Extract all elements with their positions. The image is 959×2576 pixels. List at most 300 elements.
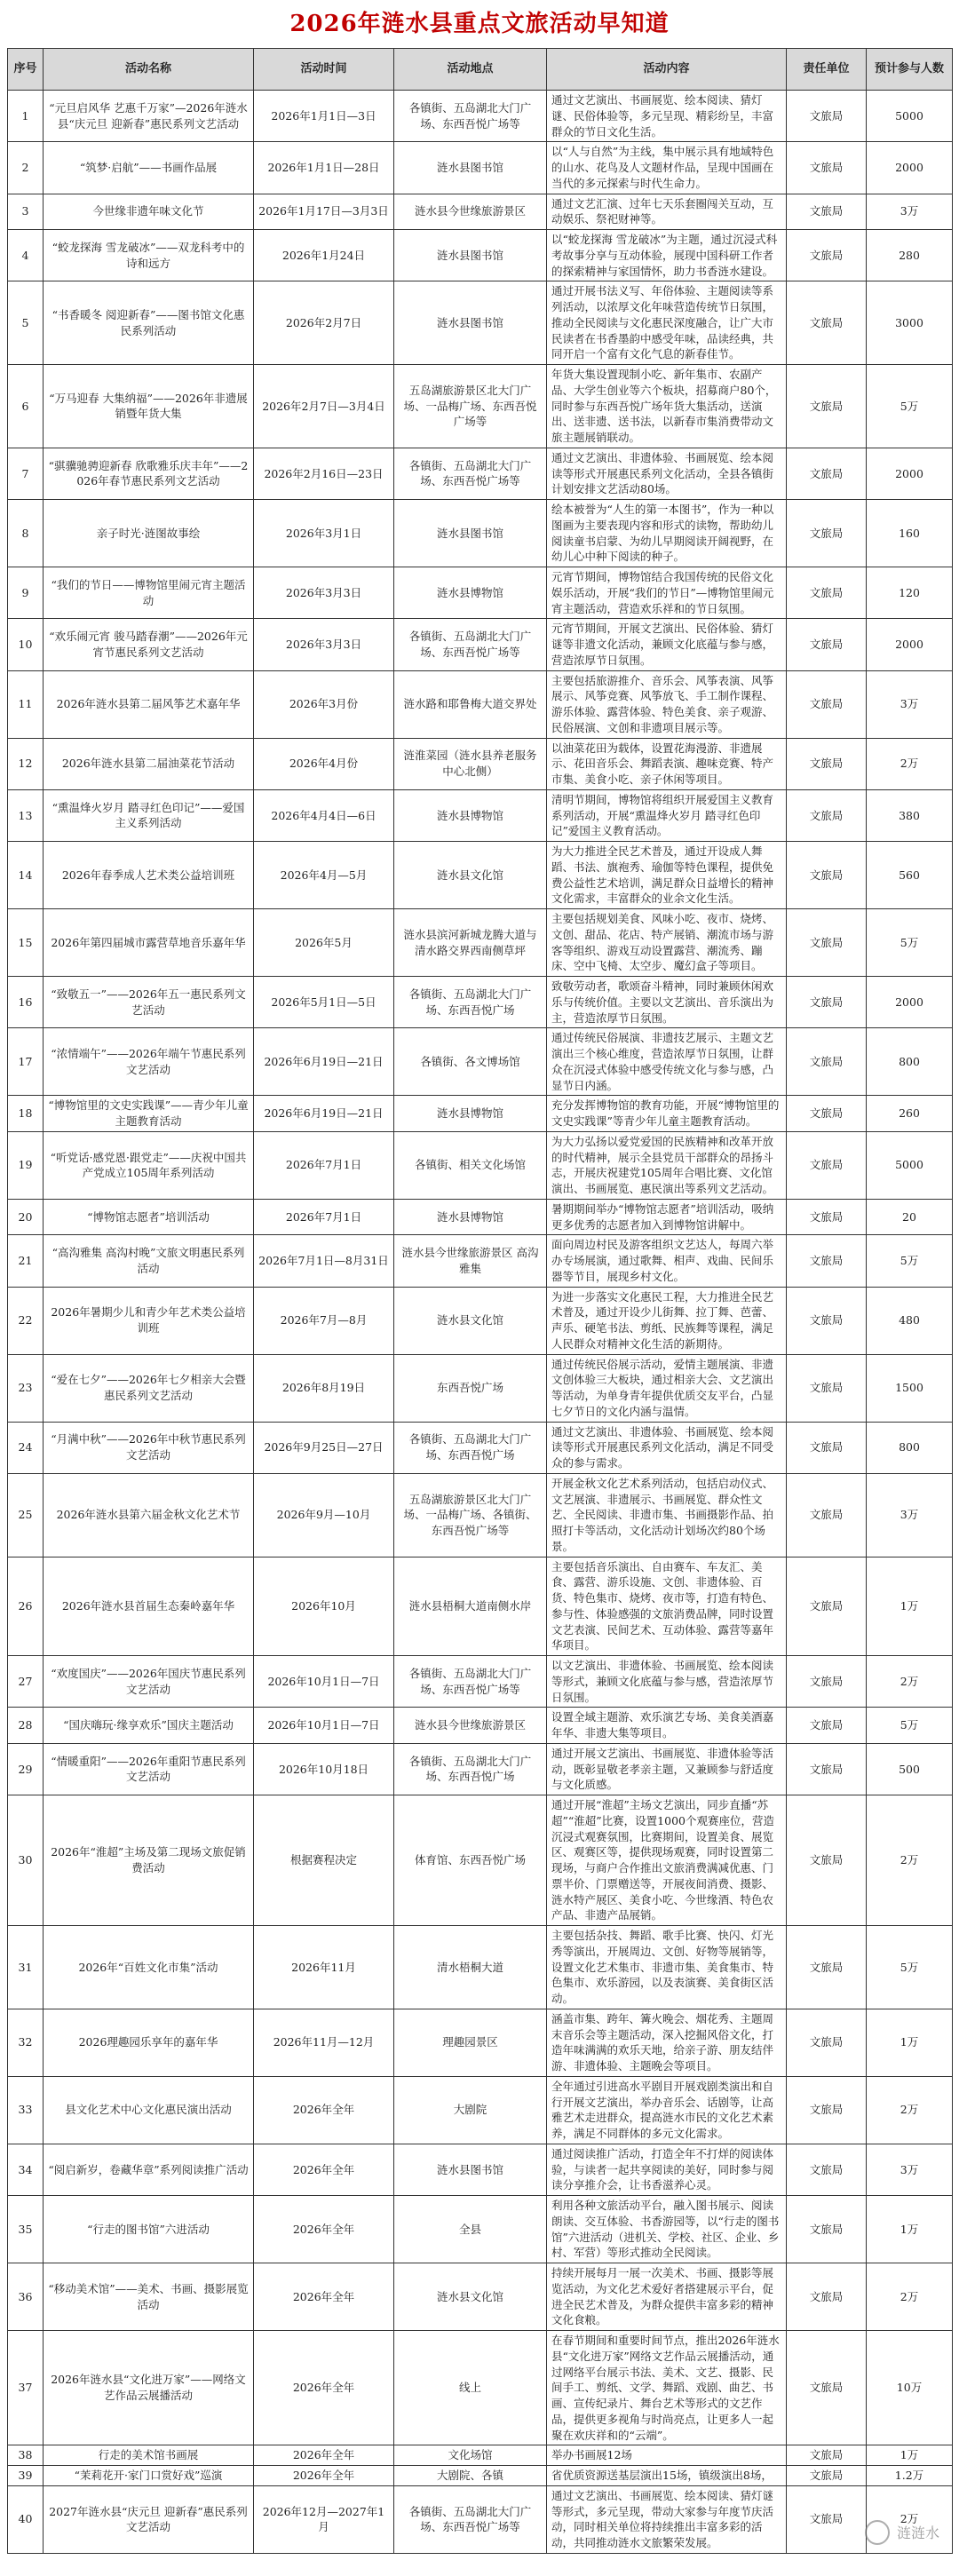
cell-activity-location: 全县: [394, 2196, 547, 2263]
cell-responsible-unit: 文旅局: [787, 1656, 867, 1708]
cell-index: 29: [8, 1743, 44, 1795]
table-row: [8, 1287, 953, 1354]
cell-activity-name: “听党话·感党恩·跟党走”——庆祝中国共产党成立105周年系列活动: [44, 1131, 254, 1199]
cell-responsible-unit: 文旅局: [787, 142, 867, 194]
cell-activity-name: 县文化艺术中心文化惠民演出活动: [44, 2076, 254, 2144]
cell-activity-location: 涟水县博物馆: [394, 567, 547, 619]
cell-index: 27: [8, 1656, 44, 1708]
cell-index: 33: [8, 2076, 44, 2144]
cell-responsible-unit: 文旅局: [787, 1235, 867, 1287]
cell-activity-content: 致敬劳动者，歌颂奋斗精神，同时兼顾休闲欢乐与传统价值。主要以文艺演出、音乐演出为主，营造浓厚节日氛围。: [547, 977, 787, 1028]
cell-activity-time: 2026年4月—5月: [254, 842, 394, 909]
cell-index: 2: [8, 142, 44, 194]
table-row: [8, 909, 953, 977]
header-expected-participants: 预计参与人数: [867, 49, 953, 91]
cell-activity-name: 今世缘非遗年味文化节: [44, 194, 254, 230]
cell-activity-content: 涵盖市集、跨年、篝火晚会、烟花秀、主题周末音乐会等主题活动，深入挖掘风俗文化，打造年味满满的欢乐天地，给亲子游、朋友结伴游、非遗体验、主题晚会等项目。: [547, 2009, 787, 2076]
cell-responsible-unit: 文旅局: [787, 619, 867, 670]
cell-activity-time: 2026年2月16日—23日: [254, 448, 394, 499]
cell-activity-location: 体育馆、东西吾悦广场: [394, 1795, 547, 1926]
cell-index: 12: [8, 738, 44, 789]
cell-activity-location: 涟水县图书馆: [394, 230, 547, 281]
cell-activity-time: 2026年全年: [254, 2331, 394, 2445]
cell-activity-name: 2026年春季成人艺术类公益培训班: [44, 842, 254, 909]
cell-activity-location: 涟水县图书馆: [394, 500, 547, 567]
cell-activity-name: 2027年涟水县“庆元旦 迎新春”惠民系列文艺活动: [44, 2485, 254, 2553]
cell-activity-location: 文化场馆: [394, 2445, 547, 2466]
cell-activity-content: 通过开展文艺演出、书画展览、非遗体验等活动，既彰显敬老孝亲主题，又兼顾参与舒适度与文化质感。: [547, 1743, 787, 1795]
table-row: [8, 448, 953, 499]
cell-index: 1: [8, 91, 44, 142]
cell-activity-location: 东西吾悦广场: [394, 1354, 547, 1422]
table-row: [8, 365, 953, 448]
cell-index: 39: [8, 2466, 44, 2486]
cell-activity-time: 2026年11月: [254, 1926, 394, 2009]
cell-index: 20: [8, 1199, 44, 1235]
cell-activity-location: 涟水县博物馆: [394, 789, 547, 841]
cell-activity-content: 元宵节期间，博物馆结合我国传统的民俗文化娱乐活动，开展“我们的节日”—博物馆里闹元宵主题活动，营造欢乐祥和的节日氛围。: [547, 567, 787, 619]
cell-responsible-unit: 文旅局: [787, 2263, 867, 2331]
cell-activity-location: 涟水县今世缘旅游景区: [394, 194, 547, 230]
cell-expected-participants: 500: [867, 1743, 953, 1795]
cell-expected-participants: 2000: [867, 619, 953, 670]
table-row: [8, 1199, 953, 1235]
cell-activity-content: 通过阅读推广活动，打造全年不打烊的阅读体验，与读者一起共享阅读的美好，同时参与阅读分享推介会，让书香滋养心灵。: [547, 2144, 787, 2195]
cell-index: 28: [8, 1708, 44, 1744]
cell-activity-location: 线上: [394, 2331, 547, 2445]
cell-activity-location: 涟水县文化馆: [394, 842, 547, 909]
cell-activity-content: 全年通过引进高水平剧目开展戏剧类演出和自行开展文艺演出，举办音乐会、话剧等，让高雅艺术走进群众，提高涟水市民的文化艺术素养，满足不同群体的多元文化需求。: [547, 2076, 787, 2144]
cell-activity-time: 2026年10月1日—7日: [254, 1708, 394, 1744]
table-row: [8, 977, 953, 1028]
cell-activity-name: “博物馆里的文史实践课”——青少年儿童主题教育活动: [44, 1096, 254, 1132]
cell-activity-name: “茉莉花开·家门口赏好戏”巡演: [44, 2466, 254, 2486]
activities-table: [7, 48, 953, 2554]
watermark-logo-icon: [865, 2520, 890, 2545]
cell-index: 15: [8, 909, 44, 977]
cell-activity-name: “爱在七夕”——2026年七夕相亲大会暨惠民系列文艺活动: [44, 1354, 254, 1422]
cell-expected-participants: 3000: [867, 281, 953, 365]
cell-expected-participants: 160: [867, 500, 953, 567]
cell-index: 37: [8, 2331, 44, 2445]
cell-index: 10: [8, 619, 44, 670]
cell-responsible-unit: 文旅局: [787, 2009, 867, 2076]
cell-responsible-unit: 文旅局: [787, 281, 867, 365]
cell-activity-location: 大剧院: [394, 2076, 547, 2144]
cell-expected-participants: 1万: [867, 1557, 953, 1656]
cell-activity-name: “筑梦·启航”——书画作品展: [44, 142, 254, 194]
cell-index: 16: [8, 977, 44, 1028]
cell-expected-participants: 560: [867, 842, 953, 909]
cell-index: 36: [8, 2263, 44, 2331]
cell-activity-content: 通过传统民俗展示活动，爱情主题展演、非遗文创体验三大板块，通过相亲大会、文艺演出等活动，为单身青年提供优质交友平台，凸显七夕节日的文化内涵与温情。: [547, 1354, 787, 1422]
cell-activity-content: 主要包括音乐演出、自由赛车、车友汇、美食、露营、游乐设施、文创、非遗体验、百货、特色集市、烧烤、夜市等，打造有特色、参与性、体验感强的文旅消费品牌，同时设置文艺表演、民间艺术、互动体验、露营等嘉年华项目。: [547, 1557, 787, 1656]
cell-expected-participants: 380: [867, 789, 953, 841]
cell-expected-participants: 3万: [867, 1473, 953, 1557]
table-row: [8, 1708, 953, 1744]
cell-expected-participants: 5万: [867, 909, 953, 977]
table-row: [8, 1354, 953, 1422]
cell-activity-time: 2026年3月1日: [254, 500, 394, 567]
cell-activity-content: 通过开展书法义写、年俗体验、主题阅读等系列活动，以浓厚文化年味营造传统节日氛围，推动全民阅读与文化惠民深度融合，让广大市民读者在书香墨韵中感受年味，品读经典，共同开启一个富有文化气息的新春佳节。: [547, 281, 787, 365]
cell-expected-participants: 2000: [867, 142, 953, 194]
cell-index: 32: [8, 2009, 44, 2076]
cell-responsible-unit: 文旅局: [787, 842, 867, 909]
table-row: [8, 1131, 953, 1199]
cell-activity-time: 2026年全年: [254, 2263, 394, 2331]
cell-activity-location: 各镇街、五岛湖北大门广场、东西吾悦广场: [394, 1743, 547, 1795]
cell-activity-content: 以文艺演出、非遗体验、书画展览、绘本阅读等形式，兼顾文化底蕴与参与感，营造浓厚节日氛围。: [547, 1656, 787, 1708]
cell-responsible-unit: 文旅局: [787, 230, 867, 281]
cell-responsible-unit: 文旅局: [787, 194, 867, 230]
header-activity-content: 活动内容: [547, 49, 787, 91]
cell-activity-location: 清水梧桐大道: [394, 1926, 547, 2009]
cell-activity-location: 涟水县图书馆: [394, 142, 547, 194]
cell-expected-participants: 1万: [867, 2445, 953, 2466]
cell-activity-time: 2026年10月18日: [254, 1743, 394, 1795]
cell-activity-time: 2026年全年: [254, 2076, 394, 2144]
cell-expected-participants: 20: [867, 1199, 953, 1235]
table-row: [8, 2485, 953, 2553]
cell-responsible-unit: 文旅局: [787, 91, 867, 142]
watermark: [865, 2520, 939, 2545]
cell-activity-location: 五岛湖旅游景区北大门广场、一品梅广场、东西吾悦广场等: [394, 365, 547, 448]
cell-expected-participants: 1万: [867, 2009, 953, 2076]
cell-index: 11: [8, 670, 44, 738]
cell-expected-participants: 2000: [867, 977, 953, 1028]
cell-activity-location: 五岛湖旅游景区北大门广场、一品梅广场、各镇街、东西吾悦广场等: [394, 1473, 547, 1557]
header-activity-name: 活动名称: [44, 49, 254, 91]
table-row: [8, 670, 953, 738]
cell-index: 26: [8, 1557, 44, 1656]
cell-activity-content: 主要包括规划美食、风味小吃、夜市、烧烤、文创、甜品、花店、特产展销、潮流市场与游客等组织、游戏互动设置露营、潮流秀、蹦床、空中飞椅、太空步、魔幻盒子等项目。: [547, 909, 787, 977]
cell-expected-participants: 5万: [867, 1926, 953, 2009]
cell-activity-content: 为进一步落实文化惠民工程，大力推进全民艺术普及，通过开设少儿街舞、拉丁舞、芭蕾、声乐、硬笔书法、剪纸、民族舞等课程，满足人民群众对精神文化生活的新期待。: [547, 1287, 787, 1354]
document-title: 2026年涟水县重点文旅活动早知道: [289, 11, 670, 37]
cell-activity-content: 通过开展“淮超”主场文艺演出，同步直播“苏超”“淮超”比赛，设置1000个观赛座位，营造沉浸式观赛氛围，比赛期间，设置美食、展览区、观赛区等，提供现场观赛，同时设置第二现场，与商户合作推出文旅消费满减优惠、门票半价、门票赠送等，开展夜间消费、摄影、涟水特产展区、美食小吃、今世缘酒、特色农产品、非遗产品展销。: [547, 1795, 787, 1926]
cell-activity-time: 根据赛程决定: [254, 1795, 394, 1926]
table-row: [8, 1473, 953, 1557]
cell-expected-participants: 10万: [867, 2331, 953, 2445]
cell-responsible-unit: 文旅局: [787, 1131, 867, 1199]
cell-activity-name: “骐骥驰骋迎新春 欣歌雅乐庆丰年”——2026年春节惠民系列文艺活动: [44, 448, 254, 499]
cell-activity-name: 2026年涟水县第二届油菜花节活动: [44, 738, 254, 789]
cell-activity-content: 以“蛟龙探海 雪龙破冰”为主题，通过沉浸式科考故事分享与互动体验，展现中国科研工作者的探索精神与家国情怀，助力书香涟水建设。: [547, 230, 787, 281]
cell-responsible-unit: 文旅局: [787, 977, 867, 1028]
cell-responsible-unit: 文旅局: [787, 1096, 867, 1132]
table-row: [8, 2263, 953, 2331]
cell-index: 13: [8, 789, 44, 841]
cell-responsible-unit: 文旅局: [787, 789, 867, 841]
cell-activity-content: 清明节期间，博物馆将组织开展爱国主义教育系列活动，开展“熏温烽火岁月 踏寻红色印记”爱国主义教育活动。: [547, 789, 787, 841]
cell-activity-time: 2026年11月—12月: [254, 2009, 394, 2076]
cell-responsible-unit: 文旅局: [787, 1028, 867, 1096]
cell-activity-location: 各镇街、五岛湖北大门广场、东西吾悦广场等: [394, 2485, 547, 2553]
cell-activity-location: 涟水县图书馆: [394, 281, 547, 365]
cell-activity-time: 2026年2月7日—3月4日: [254, 365, 394, 448]
table-row: [8, 500, 953, 567]
cell-activity-time: 2026年2月7日: [254, 281, 394, 365]
cell-responsible-unit: 文旅局: [787, 1926, 867, 2009]
cell-activity-location: 各镇街、相关文化场馆: [394, 1131, 547, 1199]
cell-activity-content: 利用各种文旅活动平台，融入图书展示、阅读朗读、交互体验、书香游园等，以“行走的图书馆”六进活动（进机关、学校、社区、企业、乡村、军营）等形式推动全民阅读。: [547, 2196, 787, 2263]
cell-activity-location: 涟水县博物馆: [394, 1199, 547, 1235]
cell-expected-participants: 800: [867, 1028, 953, 1096]
cell-activity-time: 2026年全年: [254, 2466, 394, 2486]
cell-expected-participants: 5000: [867, 91, 953, 142]
table-row: [8, 2331, 953, 2445]
cell-activity-content: 持续开展每月一展一次美术、书画、摄影等展览活动，为文化艺术爱好者搭建展示平台，促进全民艺术普及，为群众提供丰富多彩的精神文化食粮。: [547, 2263, 787, 2331]
cell-activity-name: “阅启新岁，卷藏华章”系列阅读推广活动: [44, 2144, 254, 2195]
cell-activity-content: 暑期期间举办“博物馆志愿者”培训活动，吸纳更多优秀的志愿者加入到博物馆讲解中。: [547, 1199, 787, 1235]
cell-activity-name: “致敬五一”——2026年五一惠民系列文艺活动: [44, 977, 254, 1028]
cell-index: 25: [8, 1473, 44, 1557]
cell-activity-location: 各镇街、五岛湖北大门广场、东西吾悦广场等: [394, 1656, 547, 1708]
cell-activity-name: “我们的节日——博物馆里闹元宵主题活动: [44, 567, 254, 619]
watermark-text: 涟涟水: [896, 2524, 939, 2542]
cell-responsible-unit: 文旅局: [787, 2144, 867, 2195]
cell-index: 22: [8, 1287, 44, 1354]
cell-activity-name: “浓情端午”——2026年端午节惠民系列文艺活动: [44, 1028, 254, 1096]
cell-activity-name: 2026年“百姓文化市集”活动: [44, 1926, 254, 2009]
cell-activity-time: 2026年3月3日: [254, 619, 394, 670]
cell-responsible-unit: 文旅局: [787, 1557, 867, 1656]
cell-activity-content: 省优质资源送基层演出15场，镇级演出8场，: [547, 2466, 787, 2486]
table-row: [8, 91, 953, 142]
cell-activity-time: 2026年5月1日—5日: [254, 977, 394, 1028]
table-row: [8, 1096, 953, 1132]
cell-responsible-unit: 文旅局: [787, 448, 867, 499]
cell-responsible-unit: 文旅局: [787, 2076, 867, 2144]
table-row: [8, 619, 953, 670]
table-row: [8, 2076, 953, 2144]
cell-responsible-unit: 文旅局: [787, 909, 867, 977]
cell-index: 19: [8, 1131, 44, 1199]
cell-activity-time: 2026年9月25日—27日: [254, 1422, 394, 1473]
cell-expected-participants: 3万: [867, 194, 953, 230]
table-row: [8, 281, 953, 365]
cell-activity-location: 涟水县博物馆: [394, 1096, 547, 1132]
table-row: [8, 230, 953, 281]
cell-activity-name: “熏温烽火岁月 踏寻红色印记”——爱国主义系列活动: [44, 789, 254, 841]
cell-activity-time: 2026年7月1日: [254, 1131, 394, 1199]
cell-expected-participants: 5000: [867, 1131, 953, 1199]
table-row: [8, 2009, 953, 2076]
cell-activity-name: “博物馆志愿者”培训活动: [44, 1199, 254, 1235]
cell-activity-content: 元宵节期间，开展文艺演出、民俗体验、猜灯谜等非遗文化活动，兼顾文化底蕴与参与感，营造浓厚节日氛围。: [547, 619, 787, 670]
cell-activity-time: 2026年4月4日—6日: [254, 789, 394, 841]
table-row: [8, 789, 953, 841]
cell-responsible-unit: 文旅局: [787, 738, 867, 789]
cell-activity-location: 各镇街、五岛湖北大门广场、东西吾悦广场: [394, 977, 547, 1028]
cell-activity-content: 年货大集设置现制小吃、新年集市、农副产品、大学生创业等六个板块，招募商户80个，同时参与东西吾悦广场年货大集活动，送演出、送非遗、送书法，以新春市集消费带动文旅主题展销联动。: [547, 365, 787, 448]
cell-activity-content: 为大力推进全民艺术普及，通过开设成人舞蹈、书法、旗袍秀、瑜伽等特色课程，提供免费公益性艺术培训，满足群众日益增长的精神文化需求，丰富群众的业余文化生活。: [547, 842, 787, 909]
cell-activity-content: 通过传统民俗展演、非遗技艺展示、主题文艺演出三个核心维度，营造浓厚节日氛围，让群众在沉浸式体验中感受传统文化与参与感，凸显节日内涵。: [547, 1028, 787, 1096]
cell-activity-location: 涟水县文化馆: [394, 1287, 547, 1354]
cell-expected-participants: 280: [867, 230, 953, 281]
cell-activity-location: 涟水路和耶鲁梅大道交界处: [394, 670, 547, 738]
cell-activity-time: 2026年全年: [254, 2445, 394, 2466]
cell-activity-location: 涟水县梧桐大道南侧水岸: [394, 1557, 547, 1656]
cell-responsible-unit: 文旅局: [787, 2196, 867, 2263]
cell-responsible-unit: 文旅局: [787, 500, 867, 567]
cell-activity-name: “行走的图书馆”六进活动: [44, 2196, 254, 2263]
cell-expected-participants: 480: [867, 1287, 953, 1354]
cell-index: 8: [8, 500, 44, 567]
cell-activity-time: 2026年1月24日: [254, 230, 394, 281]
cell-index: 6: [8, 365, 44, 448]
cell-activity-name: “蛟龙探海 雪龙破冰”——双龙科考中的诗和远方: [44, 230, 254, 281]
table-row: [8, 1235, 953, 1287]
cell-responsible-unit: 文旅局: [787, 365, 867, 448]
cell-index: 30: [8, 1795, 44, 1926]
cell-expected-participants: 5万: [867, 1235, 953, 1287]
cell-activity-content: 面向周边村民及游客组织文艺达人，每周六举办专场展演，通过歌舞、相声、戏曲、民间乐器等节目，展现乡村文化。: [547, 1235, 787, 1287]
cell-activity-time: 2026年5月: [254, 909, 394, 977]
cell-index: 34: [8, 2144, 44, 2195]
table-row: [8, 738, 953, 789]
table-header-row: [8, 49, 953, 91]
cell-activity-content: 以油菜花田为载体，设置花海漫游、非遗展示、花田音乐会、舞蹈表演、趣味竞赛、特产市集、美食小吃、亲子休闲等项目。: [547, 738, 787, 789]
cell-activity-location: 大剧院、各镇: [394, 2466, 547, 2486]
cell-activity-name: “国庆嗨玩·缘享欢乐”国庆主题活动: [44, 1708, 254, 1744]
cell-activity-location: 涟淮菜园（涟水县养老服务中心北侧）: [394, 738, 547, 789]
cell-responsible-unit: 文旅局: [787, 1473, 867, 1557]
cell-activity-time: 2026年10月1日—7日: [254, 1656, 394, 1708]
cell-activity-time: 2026年10月: [254, 1557, 394, 1656]
cell-activity-location: 各镇街、五岛湖北大门广场、东西吾悦广场: [394, 1422, 547, 1473]
cell-activity-name: 2026年涟水县“文化进万家”——网络文艺作品云展播活动: [44, 2331, 254, 2445]
cell-activity-name: “移动美术馆”——美术、书画、摄影展览活动: [44, 2263, 254, 2331]
cell-activity-name: 行走的美术馆书画展: [44, 2445, 254, 2466]
cell-expected-participants: 120: [867, 567, 953, 619]
table-row: [8, 1795, 953, 1926]
cell-expected-participants: 5万: [867, 365, 953, 448]
cell-expected-participants: 2000: [867, 448, 953, 499]
table-row: [8, 142, 953, 194]
cell-activity-name: 2026年涟水县首届生态秦岭嘉年华: [44, 1557, 254, 1656]
cell-expected-participants: 1500: [867, 1354, 953, 1422]
cell-activity-content: 通过文艺演出、书画展览、绘本阅读、猜灯谜等形式，多元呈现，带动大家参与年度节庆活动，同时相关单位将持续推出丰富多彩的活动，共同推动涟水文旅繁荣发展。: [547, 2485, 787, 2553]
cell-activity-name: “情暖重阳”——2026年重阳节惠民系列文艺活动: [44, 1743, 254, 1795]
cell-activity-content: 绘本被誉为“人生的第一本图书”，作为一种以图画为主要表现内容和形式的读物，帮助幼儿阅读童书启蒙、为幼儿早期阅读开阔视野，在幼儿心中种下阅读的种子。: [547, 500, 787, 567]
cell-expected-participants: 5万: [867, 1708, 953, 1744]
cell-activity-time: 2026年9月—10月: [254, 1473, 394, 1557]
cell-activity-content: 通过文艺汇演、过年七天乐套圈闯关互动，互动娱乐、祭祀财神等。: [547, 194, 787, 230]
cell-activity-time: 2026年全年: [254, 2144, 394, 2195]
cell-activity-content: 通过文艺演出、书画展览、绘本阅读、猜灯谜、民俗体验等，多元呈现、精彩纷呈，丰富群众的节日文化生活。: [547, 91, 787, 142]
cell-responsible-unit: 文旅局: [787, 1795, 867, 1926]
cell-activity-location: 涟水县滨河新城龙腾大道与清水路交界西南侧草坪: [394, 909, 547, 977]
cell-expected-participants: 2万: [867, 2485, 953, 2553]
header-activity-time: 活动时间: [254, 49, 394, 91]
cell-activity-name: “欢乐闹元宵 骏马踏春潮”——2026年元宵节惠民系列文艺活动: [44, 619, 254, 670]
cell-expected-participants: 800: [867, 1422, 953, 1473]
cell-index: 4: [8, 230, 44, 281]
cell-activity-time: 2026年12月—2027年1月: [254, 2485, 394, 2553]
cell-activity-location: 各镇街、五岛湖北大门广场、东西吾悦广场等: [394, 619, 547, 670]
table-row: [8, 842, 953, 909]
cell-activity-location: 涟水县文化馆: [394, 2263, 547, 2331]
header-activity-location: 活动地点: [394, 49, 547, 91]
document-page: [7, 0, 952, 2554]
cell-activity-name: “书香暖冬 阅迎新春”——图书馆文化惠民系列活动: [44, 281, 254, 365]
cell-responsible-unit: 文旅局: [787, 670, 867, 738]
header-responsible-unit: 责任单位: [787, 49, 867, 91]
cell-activity-name: “元旦启风华 艺惠千万家”—2026年涟水县“庆元旦 迎新春”惠民系列文艺活动: [44, 91, 254, 142]
cell-activity-location: 涟水县今世缘旅游景区: [394, 1708, 547, 1744]
table-row: [8, 1743, 953, 1795]
cell-activity-content: 充分发挥博物馆的教育功能，开展“博物馆里的文史实践课”等青少年儿童主题教育活动。: [547, 1096, 787, 1132]
cell-responsible-unit: 文旅局: [787, 1287, 867, 1354]
cell-activity-time: 2026年7月—8月: [254, 1287, 394, 1354]
cell-index: 21: [8, 1235, 44, 1287]
cell-responsible-unit: 文旅局: [787, 1199, 867, 1235]
table-row: [8, 2445, 953, 2466]
cell-activity-content: 设置全域主题游、欢乐演艺专场、美食美酒嘉年华、非遗大集等项目。: [547, 1708, 787, 1744]
table-row: [8, 2466, 953, 2486]
header-index: 序号: [8, 49, 44, 91]
cell-activity-time: 2026年1月17日—3月3日: [254, 194, 394, 230]
cell-responsible-unit: 文旅局: [787, 1708, 867, 1744]
cell-activity-name: “万马迎春 大集纳福”——2026年非遗展销暨年货大集: [44, 365, 254, 448]
cell-activity-content: 开展金秋文化艺术系列活动，包括启动仪式、文艺展演、非遗展示、书画展览、群众性文艺、全民阅读、非遗市集、书画摄影作品、拍照打卡等活动，文化活动计划场次约80个场景。: [547, 1473, 787, 1557]
cell-expected-participants: 2万: [867, 1656, 953, 1708]
table-row: [8, 1028, 953, 1096]
cell-activity-location: 各镇街、五岛湖北大门广场、东西吾悦广场等: [394, 91, 547, 142]
cell-activity-content: 在春节期间和重要时间节点，推出2026年涟水县“文化进万家”网络文艺作品云展播活动，通过网络平台展示书法、美术、文艺、摄影、民间手工、剪纸、文学、舞蹈、戏剧、曲艺、书画、宣传纪录片、舞台艺术等形式的文艺作品，提供更多视角与时尚亮点，让更多人一起聚在欢庆祥和的“云端”。: [547, 2331, 787, 2445]
cell-index: 23: [8, 1354, 44, 1422]
cell-activity-content: 通过文艺演出、非遗体验、书画展览、绘本阅读等形式开展惠民系列文化活动，满足不同受众的参与需求。: [547, 1422, 787, 1473]
cell-index: 35: [8, 2196, 44, 2263]
table-row: [8, 2196, 953, 2263]
cell-activity-time: 2026年4月份: [254, 738, 394, 789]
cell-activity-time: 2026年8月19日: [254, 1354, 394, 1422]
cell-activity-time: 2026年6月19日—21日: [254, 1028, 394, 1096]
table-row: [8, 567, 953, 619]
cell-activity-location: 理趣园景区: [394, 2009, 547, 2076]
cell-expected-participants: 3万: [867, 670, 953, 738]
cell-responsible-unit: 文旅局: [787, 2331, 867, 2445]
cell-expected-participants: 260: [867, 1096, 953, 1132]
cell-index: 17: [8, 1028, 44, 1096]
cell-expected-participants: 2万: [867, 738, 953, 789]
cell-index: 24: [8, 1422, 44, 1473]
cell-index: 5: [8, 281, 44, 365]
cell-activity-name: 2026理趣园乐享年的嘉年华: [44, 2009, 254, 2076]
cell-activity-name: 2026年涟水县第六届金秋文化艺术节: [44, 1473, 254, 1557]
cell-activity-content: 举办书画展12场: [547, 2445, 787, 2466]
cell-activity-time: 2026年6月19日—21日: [254, 1096, 394, 1132]
cell-activity-name: “高沟雅集 高沟村晚”文旅文明惠民系列活动: [44, 1235, 254, 1287]
cell-expected-participants: 1.2万: [867, 2466, 953, 2486]
cell-activity-time: 2026年1月1日—3日: [254, 91, 394, 142]
cell-activity-content: 为大力弘扬以爱党爱国的民族精神和改革开放的时代精神，展示全县党员干部群众的昂扬斗志，开展庆祝建党105周年合唱比赛、文化馆演出、书画展览、惠民演出等系列文艺活动。: [547, 1131, 787, 1199]
cell-activity-time: 2026年1月1日—28日: [254, 142, 394, 194]
cell-activity-name: 2026年第四届城市露营草地音乐嘉年华: [44, 909, 254, 977]
table-row: [8, 1656, 953, 1708]
cell-responsible-unit: 文旅局: [787, 567, 867, 619]
table-row: [8, 2144, 953, 2195]
cell-activity-content: 通过文艺演出、非遗体验、书画展览、绘本阅读等形式开展惠民系列文化活动，全县各镇街计划安排文艺活动80场。: [547, 448, 787, 499]
cell-activity-location: 各镇街、各文博场馆: [394, 1028, 547, 1096]
cell-index: 18: [8, 1096, 44, 1132]
table-row: [8, 1422, 953, 1473]
cell-expected-participants: 2万: [867, 2263, 953, 2331]
cell-activity-location: 涟水县今世缘旅游景区 高沟雅集: [394, 1235, 547, 1287]
cell-activity-name: “欢度国庆”——2026年国庆节惠民系列文艺活动: [44, 1656, 254, 1708]
table-row: [8, 1557, 953, 1656]
